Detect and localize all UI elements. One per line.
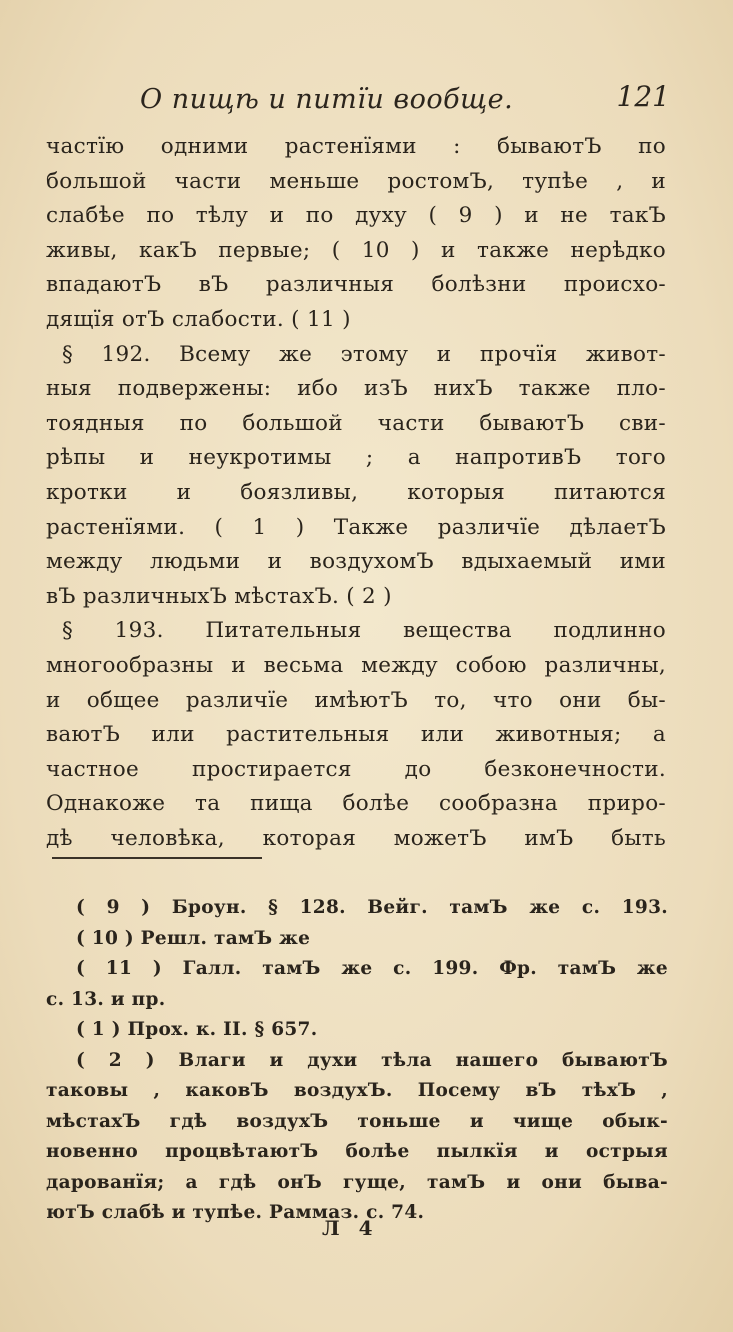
- footnote-2-cont: дарованїя; а гдѣ онЪ гуще, тамЪ и они быва-: [46, 1171, 668, 1193]
- footnote-divider: [52, 857, 262, 859]
- text-line: растенїями. ( 1 ) Также различїе дѣлаетЪ: [46, 514, 666, 540]
- text-line: тоядныя по большой части бываютЪ сви-: [46, 410, 666, 436]
- footnote-2-cont: новенно процвѣтаютЪ болѣе пылкїя и острыя: [46, 1141, 668, 1162]
- footnote-2-cont: ютЪ слабѣ и тупѣе. Раммаз. с. 74.: [46, 1202, 425, 1223]
- text-line: частное простирается до безконечности.: [46, 756, 666, 782]
- text-line: слабѣе по тѣлу и по духу ( 9 ) и не такЪ: [46, 203, 666, 229]
- footnotes: [46, 893, 668, 1229]
- text-line: кротки и боязливы, которыя питаются: [46, 479, 666, 505]
- text-line: впадаютЪ вЪ различныя болѣзни происхо-: [46, 272, 666, 298]
- footnote-10: ( 10 ) Решл. тамЪ же: [76, 927, 311, 949]
- text-line: живы, какЪ первые; ( 10 ) и также нерѣдко: [46, 237, 666, 263]
- footnote-1: ( 1 ) Прох. к. II. § 657.: [76, 1019, 318, 1040]
- text-line: рѣпы и неукротимы ; а напротивЪ того: [46, 445, 666, 471]
- footnote-11-cont: с. 13. и пр.: [46, 988, 166, 1010]
- text-line: большой части меньше ростомЪ, тупѣе , и: [46, 168, 666, 194]
- section-193-start: § 193. Питательныя вещества подлинно: [62, 618, 666, 644]
- footnote-9: ( 9 ) Броун. § 128. Вейг. тамЪ же с. 193.: [76, 897, 668, 918]
- footnote-2-cont: мѣстахЪ гдѣ воздухЪ тоньше и чище обык-: [46, 1110, 668, 1132]
- main-text: [46, 130, 666, 856]
- text-line: ваютЪ или растительныя или животныя; а: [46, 722, 666, 748]
- text-line: дящїя отЪ слабости. ( 11 ): [46, 306, 351, 332]
- footnote-2-cont: таковы , каковЪ воздухЪ. Посему вЪ тѣхЪ ,: [46, 1080, 668, 1101]
- text-line: частїю одними растенїями : бываютЪ по: [46, 134, 666, 159]
- section-192-start: § 192. Всему же этому и прочїя живот-: [62, 341, 666, 367]
- text-line: вЪ различныхЪ мѣстахЪ. ( 2 ): [46, 583, 392, 609]
- text-line: и общее различїе имѣютЪ то, что они бы-: [46, 687, 666, 713]
- page-number: 121: [616, 80, 670, 113]
- text-line: ныя подвержены: ибо изЪ нихЪ также пло-: [46, 376, 666, 402]
- footnote-11: ( 11 ) Галл. тамЪ же с. 199. Фр. тамЪ же: [76, 958, 668, 979]
- running-header: [140, 80, 670, 124]
- text-line: между людьми и воздухомЪ вдыхаемый ими: [46, 549, 666, 575]
- text-line: Однакоже та пища болѣе сообразна приро-: [46, 791, 666, 817]
- running-title: О пищѣ и питїи вообще.: [140, 84, 514, 115]
- signature-mark: Л 4: [322, 1216, 379, 1240]
- footnote-2: ( 2 ) Влаги и духи тѣла нашего бываютЪ: [76, 1049, 668, 1071]
- text-line: многообразны и весьма между собою различны,: [46, 652, 666, 678]
- text-line: дѣ человѣка, которая можетЪ имЪ быть: [46, 825, 666, 851]
